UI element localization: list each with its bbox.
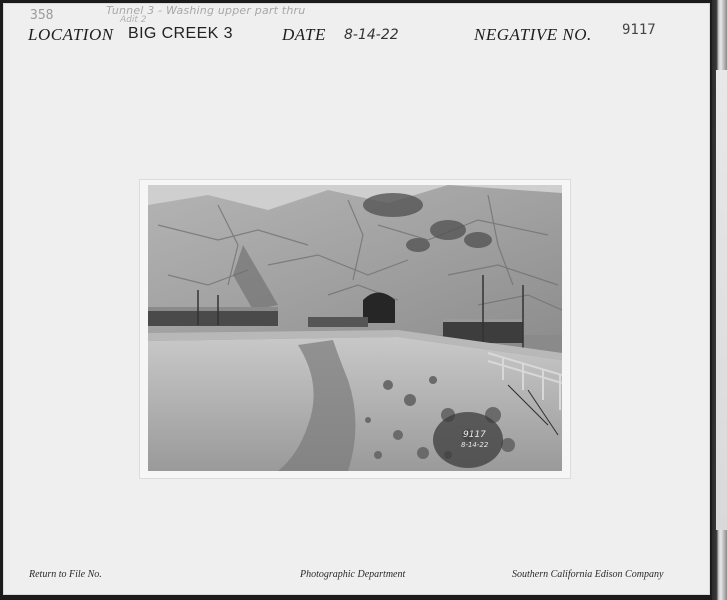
scan-edge-highlight [716, 70, 727, 530]
negative-value: 9117 [622, 22, 656, 38]
catalog-number: 358 [30, 8, 54, 23]
handwritten-note: Tunnel 3 - Washing upper part thru [106, 4, 306, 17]
photo-inscription-number: 9117 [463, 430, 486, 440]
photograph-image [148, 185, 562, 471]
footer-department: Photographic Department [300, 569, 406, 580]
negative-label: NEGATIVE NO. [474, 25, 592, 44]
photograph [148, 185, 562, 471]
handwritten-note-line2: Adit 2 [120, 15, 147, 25]
scrub-brush [433, 412, 503, 468]
scan-edge [712, 0, 727, 600]
location-label: LOCATION [28, 25, 114, 44]
location-value: BIG CREEK 3 [128, 25, 233, 42]
footer-company: Southern California Edison Company [512, 569, 664, 580]
date-label: DATE [282, 25, 326, 44]
date-value: 8-14-22 [344, 27, 399, 43]
footer-return-label: Return to File No. [29, 569, 102, 580]
photo-inscription-date: 8-14-22 [461, 441, 489, 449]
